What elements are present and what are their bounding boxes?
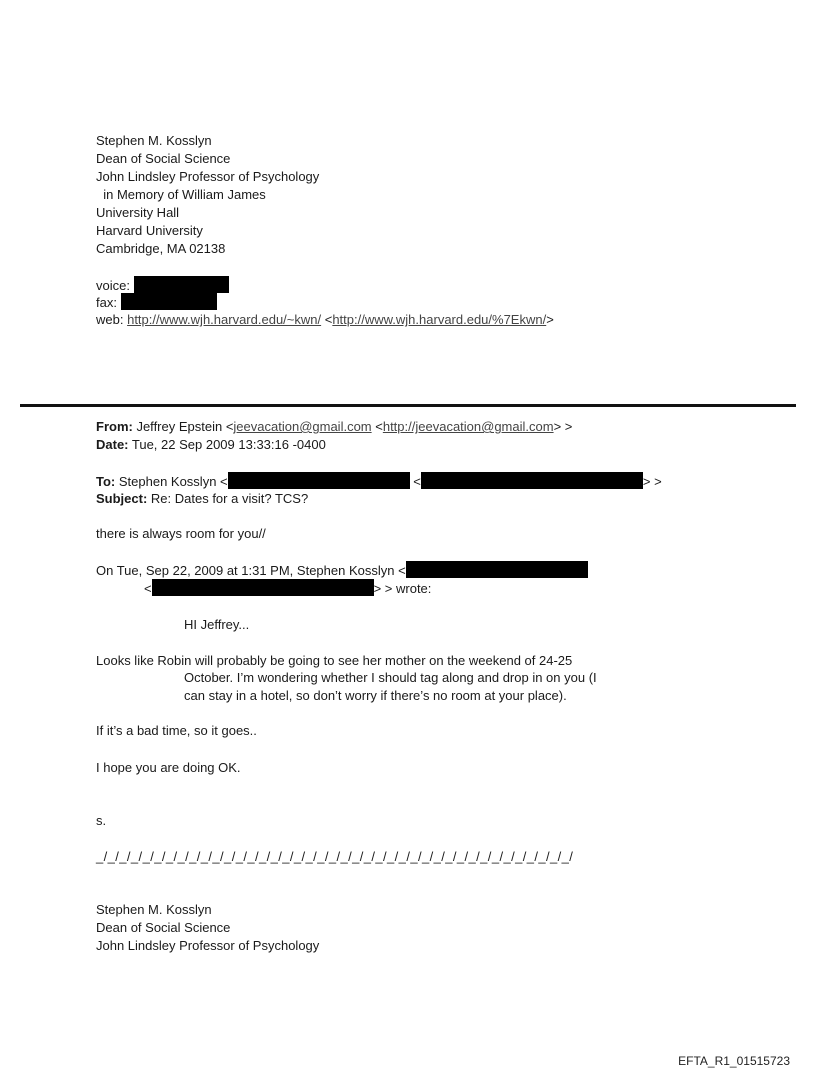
date-label: Date: bbox=[96, 437, 129, 452]
signature-name: Stephen M. Kosslyn bbox=[96, 902, 212, 917]
from-mailto-link[interactable]: http://jeevacation@gmail.com bbox=[382, 419, 554, 434]
web-link-alt[interactable]: http://www.wjh.harvard.edu/%7Ekwn/ bbox=[332, 312, 547, 327]
to-line: To: Stephen Kosslyn < < > > bbox=[96, 474, 662, 489]
redaction-box bbox=[228, 472, 410, 489]
web-label: web: bbox=[96, 312, 124, 327]
paragraph: If it’s a bad time, so it goes.. bbox=[96, 723, 257, 738]
paragraph-line: October. I’m wondering whether I should tag along and drop in on you (I bbox=[184, 670, 597, 685]
redaction-box bbox=[421, 472, 643, 489]
from-line: From: Jeffrey Epstein <jeevacation@gmail.com <http://jeevacation@gmail.com> > bbox=[96, 419, 573, 434]
paragraph: I hope you are doing OK. bbox=[96, 760, 241, 775]
from-email-link[interactable]: jeevacation@gmail.com bbox=[233, 419, 372, 434]
paragraph-line: Looks like Robin will probably be going to see her mother on the weekend of 24-25 bbox=[96, 653, 573, 668]
signature-name: Stephen M. Kosslyn bbox=[96, 133, 212, 148]
web-link[interactable]: http://www.wjh.harvard.edu/~kwn/ bbox=[127, 312, 322, 327]
redaction-box bbox=[121, 293, 217, 310]
sign-off: s. bbox=[96, 813, 107, 828]
reply-text: there is always room for you// bbox=[96, 526, 266, 541]
to-name: Stephen Kosslyn < bbox=[115, 474, 228, 489]
from-label: From: bbox=[96, 419, 133, 434]
signature-title: in Memory of William James bbox=[96, 187, 266, 202]
subject-label: Subject: bbox=[96, 491, 148, 506]
signature-title: John Lindsley Professor of Psychology bbox=[96, 938, 320, 953]
section-divider bbox=[20, 404, 796, 407]
greeting: HI Jeffrey... bbox=[184, 617, 250, 632]
web-line: web: http://www.wjh.harvard.edu/~kwn/ <http://www.wjh.harvard.edu/%7Ekwn/> bbox=[96, 312, 554, 327]
date-line bbox=[96, 436, 326, 454]
from-name: Jeffrey Epstein < bbox=[132, 419, 234, 434]
fax-line bbox=[96, 293, 217, 312]
redaction-box bbox=[406, 561, 588, 578]
redaction-box bbox=[134, 276, 229, 293]
document-id: EFTA_R1_01515723 bbox=[678, 1054, 790, 1068]
quote-intro: On Tue, Sep 22, 2009 at 1:31 PM, Stephen Kosslyn < bbox=[96, 561, 588, 580]
signature-title: John Lindsley Professor of Psychology bbox=[96, 169, 320, 184]
date-value: Tue, 22 Sep 2009 13:33:16 -0400 bbox=[128, 437, 326, 452]
redaction-box bbox=[152, 579, 374, 596]
subject-value: Re: Dates for a visit? TCS? bbox=[147, 491, 309, 506]
signature-title: Dean of Social Science bbox=[96, 151, 231, 166]
signature-address: University Hall bbox=[96, 205, 180, 220]
quote-intro-cont: < > > wrote: bbox=[144, 581, 432, 596]
subject-line bbox=[96, 490, 308, 508]
signature-address: Harvard University bbox=[96, 223, 203, 238]
voice-label: voice: bbox=[96, 278, 130, 293]
fax-label: fax: bbox=[96, 295, 117, 310]
to-label: To: bbox=[96, 474, 116, 489]
paragraph-line: can stay in a hotel, so don’t worry if there’s no room at your place). bbox=[184, 688, 567, 703]
signature-address: Cambridge, MA 02138 bbox=[96, 241, 226, 256]
separator-line: _/_/_/_/_/_/_/_/_/_/_/_/_/_/_/_/_/_/_/_/_/_/_/_/_/_/_/_/_/_/_/_/_/_/_/_/_/_/_/_/_/ bbox=[96, 849, 574, 864]
signature-title: Dean of Social Science bbox=[96, 920, 231, 935]
